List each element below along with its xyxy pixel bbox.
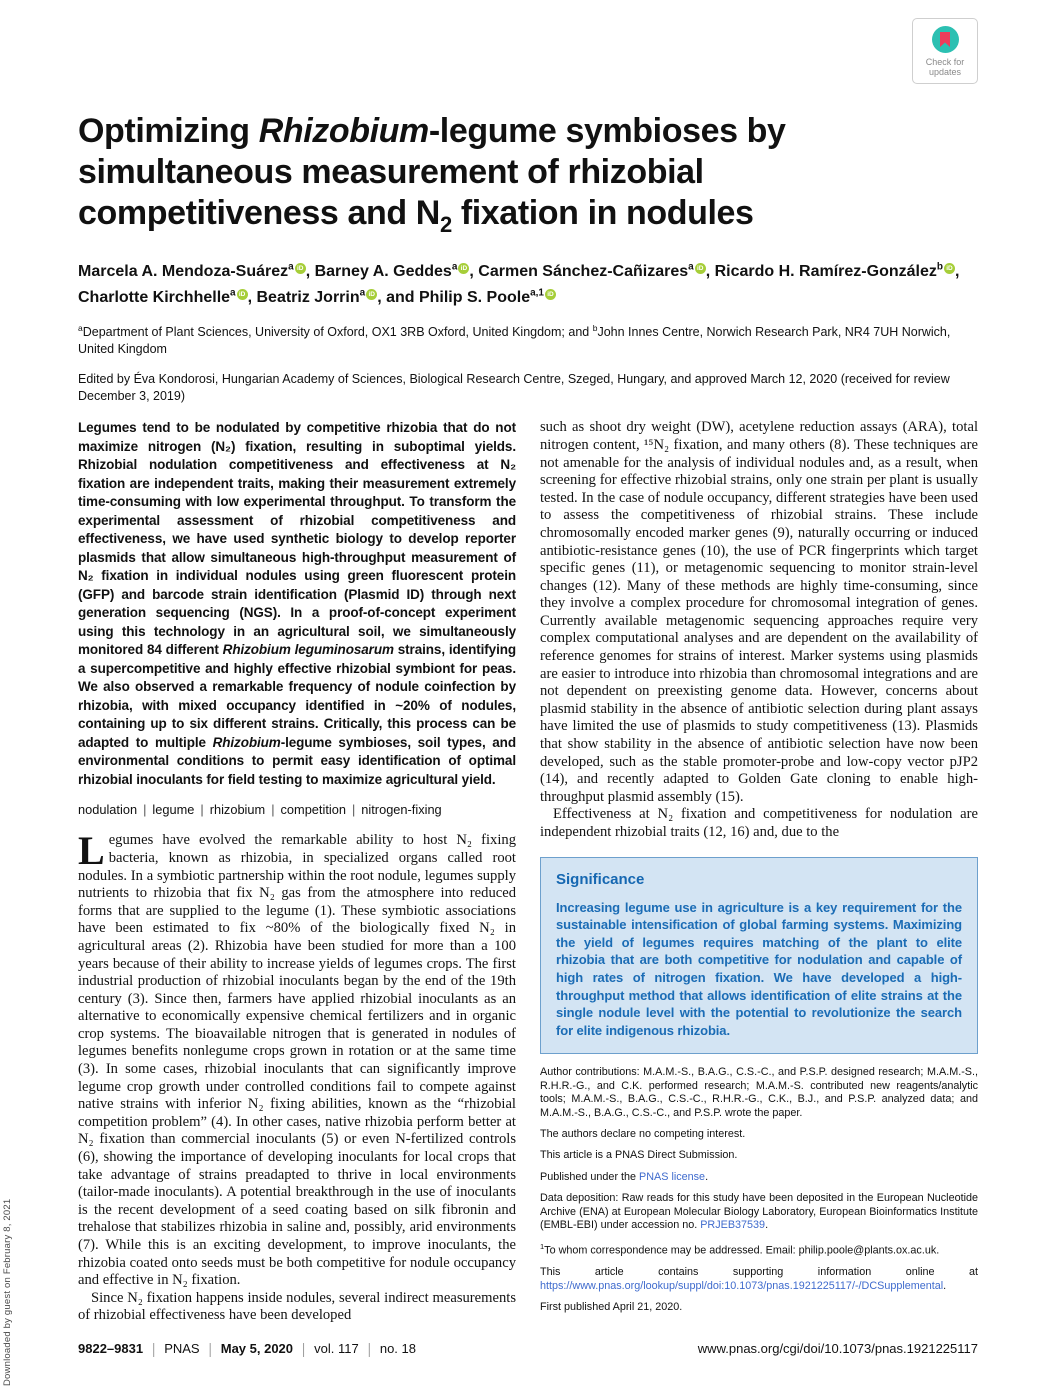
keywords-line: nodulation | legume | rhizobium | competition | nitrogen-fixing bbox=[78, 802, 442, 818]
abstract: Legumes tend to be nodulated by competitive rhizobia that do not maximize nitrogen (N₂) fixation, resulting in suboptimal yields. Rhizobial nodulation competitiveness and effectiveness at N₂ fixation are independent traits, making their measurement extremely time-consuming with low experimental throughput. To transform the experimental assessment of rhizobial competitiveness and effectiveness, we have used synthetic biology to develop reporter plasmids that allow simultaneous high-throughput measurement of N₂ fixation in individual nodules using green fluorescent protein (GFP) and barcode strain identification (Plasmid ID) through next generation sequencing (NGS). In a proof-of-concept experiment using this technology in an agricultural soil, we simultaneously monitored 84 different Rhizobium leguminosarum strains, identifying a supercompetitive and highly effective rhizobial symbiont for peas. We also observed a remarkable frequency of nodule coinfection by rhizobia, with mixed occupancy identified in ~20% of nodules, containing up to six different strains. Critically, this process can be adapted to multiple Rhizobium-legume symbioses, soil types, and environmental conditions to permit easy identification of optimal rhizobial inoculants for field testing to maximize agricultural yield. bbox=[78, 420, 517, 787]
supporting-info-statement: This article contains supporting information online at https://www.pnas.org/lookup/suppl/doi:10.1073/pnas.1921225117/-/DCSupplemental. bbox=[540, 1266, 978, 1292]
article-title: Optimizing Rhizobium-legume symbioses by simultaneous measurement of rhizobial competitiveness and $N_2$ fixation in nodules bbox=[78, 111, 786, 237]
author-contributions: Author contributions: M.A.M.-S., B.A.G., C.S.-C., and P.S.P. designed research; M.A.M.-S., R.H.R.-G., and C.K. performed research; M.A.M.-S. contributed new reagents/analytic tools; M.A.M.-S., B.A.G., C.S.-C., R.H.R.-G., C.K., B.J., and P.S.P. analyzed data; and M.A.M.-S., B.A.G., C.S.-C., and P.S.P. wrote the paper. bbox=[540, 1066, 978, 1119]
continued-text bbox=[540, 419, 978, 841]
intro-paragraph-2: Since N₂ fixation happens inside nodules, several indirect measurements of rhizobial effectiveness have been developed bbox=[78, 1289, 516, 1324]
left-column bbox=[78, 419, 516, 1377]
author: Philip S. Poole$^{a,1}$ iD bbox=[419, 289, 556, 306]
check-updates-label: Check for updates bbox=[925, 57, 965, 78]
author: Marcela A. Mendoza-Suárez$^a$ iD , bbox=[78, 261, 315, 280]
orcid-icon[interactable]: iD bbox=[295, 263, 306, 274]
author: Charlotte Kirchhelle$^a$ iD , bbox=[78, 287, 257, 307]
supplemental-link[interactable]: https://www.pnas.org/lookup/suppl/doi:10.1073/pnas.1921225117/-/DCSupplemental bbox=[540, 1279, 944, 1292]
bookmark-icon bbox=[940, 32, 950, 47]
page-range: 9822–9831 bbox=[78, 1341, 144, 1356]
competing-interest-statement: The authors declare no competing interest. bbox=[540, 1127, 746, 1140]
genus-italic: Rhizobium bbox=[258, 111, 429, 150]
crossmark-circle-icon bbox=[932, 26, 959, 53]
footnotes bbox=[540, 1066, 978, 1314]
author: Ricardo H. Ramírez-González$^b$ iD , bbox=[714, 261, 960, 280]
footer-separator: | bbox=[152, 1340, 156, 1357]
issue-number: no. 18 bbox=[379, 1341, 416, 1356]
author: Carmen Sánchez-Cañizares$^a$ iD , bbox=[478, 261, 715, 280]
author: Beatriz Jorrin$^a$ iD , and bbox=[256, 287, 419, 307]
doi-url: www.pnas.org/cgi/doi/10.1073/pnas.1921225117 bbox=[697, 1341, 978, 1356]
intro-paragraph-1: Legumes have evolved the remarkable ability to host N₂ fixing bacteria, known as rhizobia, in specialized organs called root nodules. In a symbiotic partnership within the root nodule, legumes supply nutrients to rhizobia that fix N₂ gas from the atmosphere into reduced forms that are supplied to the legume (1). These symbiotic associations have been estimated to fix ~80% of the biologically fixed N₂ in agricultural areas (2). Rhizobia have been studied for more than a 100 years because of their ability to increase yields of legumes crops. The first industrial production of rhizobial inoculants began by the end of the 19th century (3). Since then, farmers have applied rhizobial inoculants as an alternative to economically expensive chemical fertilizers and in organic crop systems. The bioavailable nitrogen that is generated in nodules of legumes benefits nonlegume crops grown in rotation or at the same time (3). In some cases, rhizobial inoculants that can significantly improve legume crop growth under controlled conditions fail to compete against native strains with inferior N₂ fixing abilities, known as the “rhizobial competition problem” (4). In other cases, native rhizobia perform better at N₂ fixation than commercial inoculants (5) or even N-fertilized controls (6), showing the importance of developing inoculants for local crops that take advantage of strains preadapted to thrive in local environments (tailor-made inoculants). A potential breakthrough in the use of inoculants is the recent development of a seed coating based on silk fibronin and trehalose that stabilizes rhizobia in saline and, possibly, arid environments (7). While this is an exciting development, to improve inoculants, the rhizobia coated onto seeds must be both competitive for nodule occupancy and effective in N₂ fixation. bbox=[78, 828, 516, 1289]
significance-box bbox=[540, 857, 978, 1055]
data-deposition-statement: Data deposition: Raw reads for this study have been deposited in the European Nucleotide Archive (ENA) at European Molecular Biology Laboratory, European Bioinformatics Institute (EMBL-EBI) under accession no. PRJEB37539. bbox=[540, 1192, 978, 1231]
footer-separator: | bbox=[302, 1340, 306, 1357]
orcid-icon[interactable]: iD bbox=[944, 263, 955, 274]
direct-submission-statement: This article is a PNAS Direct Submission. bbox=[540, 1149, 738, 1162]
journal-name: PNAS bbox=[164, 1341, 200, 1356]
author-list bbox=[78, 257, 978, 310]
affiliations: $^a$Department of Plant Sciences, University of Oxford, OX1 3RB Oxford, United Kingdom; and $^b$John Innes Centre, Norwich Research Park, NR4 7UH Norwich, United Kingdom bbox=[78, 323, 951, 357]
significance-title: Significance bbox=[556, 870, 645, 888]
keyword-separator: | bbox=[200, 802, 204, 818]
keyword-separator: | bbox=[143, 802, 147, 818]
footer-separator: | bbox=[367, 1340, 371, 1357]
download-watermark: Downloaded by guest on February 8, 2021 bbox=[2, 1198, 13, 1386]
orcid-icon[interactable]: iD bbox=[695, 263, 706, 274]
author: Barney A. Geddes$^a$ iD , bbox=[314, 261, 479, 280]
accession-link[interactable]: PRJEB37539 bbox=[700, 1219, 766, 1231]
continued-paragraph-1: such as shoot dry weight (DW), acetylene reduction assays (ARA), total nitrogen content, ¹⁵N₂ fixation, and many others (8). These techniques are not amenable for the analysis of individual nodules and, as a result, when screening for effective rhizobial strains, only one strain per plant is usually tested. In the case of nodule occupancy, different strategies have been used to assess the competitiveness of rhizobial strains. These include chromosomally encoded marker genes (9), naturally occurring or induced antibiotic-resistance genes (10), the use of PCR fingerprints which target specific genes (11), or metagenomic sequencing to monitor strain-level changes (12). Many of these methods are highly time-consuming, since they involve a complex procedure for chromosomal integration of genes. Currently available metagenomic sequencing approaches require very complex computational analyses and are dependent on the availability of reference genomes for strains of interest. Marker systems using plasmids are easier to introduce into rhizobia than chromosomal integrations and are not dependent on preexisting genome data. However, concerns about plasmid stability in the absence of antibiotic selection during plant assays have limited the use of plasmids to study competitiveness (13). Plasmids that show stability in the absence of antibiotic selection have now been developed, such as the stable promoter-probe and low-copy vector pJP2 (14), and recently adapted to Golden Gate cloning to enable high-throughput plasmid assembly (15). bbox=[540, 419, 978, 805]
edited-by-line: Edited by Éva Kondorosi, Hungarian Academy of Sciences, Biological Research Centre, Szeged, Hungary, and approved March 12, 2020 (received for review December 3, 2019) bbox=[78, 372, 950, 404]
significance-text: Increasing legume use in agriculture is a key requirement for the sustainable intensification of global farming systems. Maximizing the yield of legumes requires matching of the plant to elite rhizobia that are both competitive for nodulation and capable of high rates of nitrogen fixation. We have developed a high-throughput method that allows identification of elite strains at the single nodule level with the potential to revolutionize the search for elite indigenous rhizobia. bbox=[556, 899, 962, 1038]
first-published-statement: First published April 21, 2020. bbox=[540, 1301, 683, 1314]
orcid-icon[interactable]: iD bbox=[237, 289, 248, 300]
two-column-body bbox=[78, 419, 978, 1377]
orcid-icon[interactable]: iD bbox=[366, 289, 377, 300]
page-footer bbox=[78, 1341, 978, 1356]
keyword-separator: | bbox=[271, 802, 275, 818]
orcid-icon[interactable]: iD bbox=[458, 263, 469, 274]
orcid-icon[interactable]: iD bbox=[545, 289, 556, 300]
intro-text bbox=[78, 828, 516, 1325]
volume-number: vol. 117 bbox=[314, 1341, 359, 1356]
dropcap: L bbox=[78, 828, 105, 874]
right-column bbox=[540, 419, 978, 1377]
footer-separator: | bbox=[208, 1340, 212, 1357]
correspondence-statement: $^1$To whom correspondence may be addressed. Email: philip.poole@plants.ox.ac.uk. bbox=[540, 1242, 940, 1257]
pnas-license-link[interactable]: PNAS license bbox=[639, 1170, 706, 1183]
keyword-separator: | bbox=[351, 802, 356, 818]
check-updates-badge[interactable] bbox=[912, 18, 978, 84]
license-statement: Published under the PNAS license. bbox=[540, 1170, 709, 1183]
issue-date: May 5, 2020 bbox=[220, 1341, 294, 1356]
continued-paragraph-2: Effectiveness at N₂ fixation and competitiveness for nodulation are independent rhizobial traits (12, 16) and, due to the bbox=[540, 806, 978, 840]
